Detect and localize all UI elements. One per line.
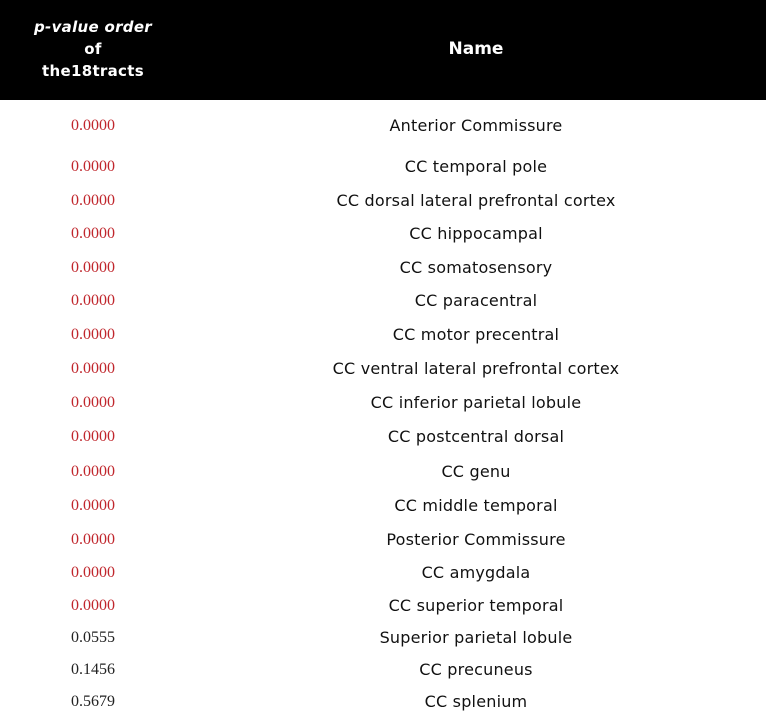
tract-name-cell: CC amygdala: [421, 563, 531, 582]
tract-name-cell: CC inferior parietal lobule: [370, 393, 582, 412]
pvalue-cell: 0.0000: [71, 360, 115, 377]
table-row: [0, 289, 766, 313]
pvalue-cell: 0.0000: [71, 428, 115, 445]
tract-name-cell: CC paracentral: [414, 291, 538, 310]
pvalue-cell: 0.0000: [71, 225, 115, 242]
tract-name-cell: CC dorsal lateral prefrontal cortex: [336, 191, 616, 210]
pvalue-cell: 0.0555: [71, 629, 115, 646]
table-row: [0, 494, 766, 518]
table-row: [0, 256, 766, 280]
pvalue-cell: 0.0000: [71, 597, 115, 614]
pvalue-cell: 0.0000: [71, 326, 115, 343]
table-row: [0, 114, 766, 138]
tract-name-cell: CC precuneus: [419, 660, 533, 679]
pvalue-cell: 0.0000: [71, 564, 115, 581]
tract-name-cell: Posterior Commissure: [386, 530, 566, 549]
table-row: [0, 460, 766, 484]
pvalue-cell: 0.5679: [71, 693, 115, 710]
table-row: [0, 561, 766, 585]
tract-name-cell: CC postcentral dorsal: [387, 427, 565, 446]
pvalue-cell: 0.1456: [71, 661, 115, 678]
table-row: [0, 626, 766, 650]
pvalue-cell: 0.0000: [71, 259, 115, 276]
table-row: [0, 528, 766, 552]
table-row: [0, 690, 766, 714]
tract-name-cell: Anterior Commissure: [389, 116, 563, 135]
tract-name-cell: CC superior temporal: [388, 596, 564, 615]
pvalue-header-line-1: p-value order: [34, 18, 152, 36]
tract-name-cell: CC temporal pole: [404, 157, 548, 176]
tract-name-cell: CC somatosensory: [399, 258, 553, 277]
pvalue-cell: 0.0000: [71, 394, 115, 411]
table-row: [0, 594, 766, 618]
pvalue-cell: 0.0000: [71, 531, 115, 548]
tract-name-cell: CC motor precentral: [392, 325, 560, 344]
table-row: [0, 391, 766, 415]
table-row: [0, 357, 766, 381]
table-row: [0, 425, 766, 449]
table-row: [0, 658, 766, 682]
tract-name-cell: CC genu: [441, 462, 511, 481]
tract-name-cell: CC splenium: [424, 692, 528, 711]
pvalue-cell: 0.0000: [71, 192, 115, 209]
pvalue-header-line-3: the18tracts: [42, 62, 144, 80]
pvalue-cell: 0.0000: [71, 117, 115, 134]
tract-name-cell: CC middle temporal: [394, 496, 558, 515]
table-row: [0, 155, 766, 179]
table-row: [0, 323, 766, 347]
tract-name-cell: CC ventral lateral prefrontal cortex: [332, 359, 620, 378]
table-row: [0, 189, 766, 213]
name-column-header: Name: [448, 39, 504, 59]
table-row: [0, 222, 766, 246]
pvalue-cell: 0.0000: [71, 497, 115, 514]
pvalue-cell: 0.0000: [71, 292, 115, 309]
tract-name-cell: Superior parietal lobule: [379, 628, 573, 647]
tract-name-cell: CC hippocampal: [409, 224, 543, 243]
pvalue-cell: 0.0000: [71, 463, 115, 480]
pvalue-header-line-2: of: [84, 40, 102, 58]
pvalue-cell: 0.0000: [71, 158, 115, 175]
